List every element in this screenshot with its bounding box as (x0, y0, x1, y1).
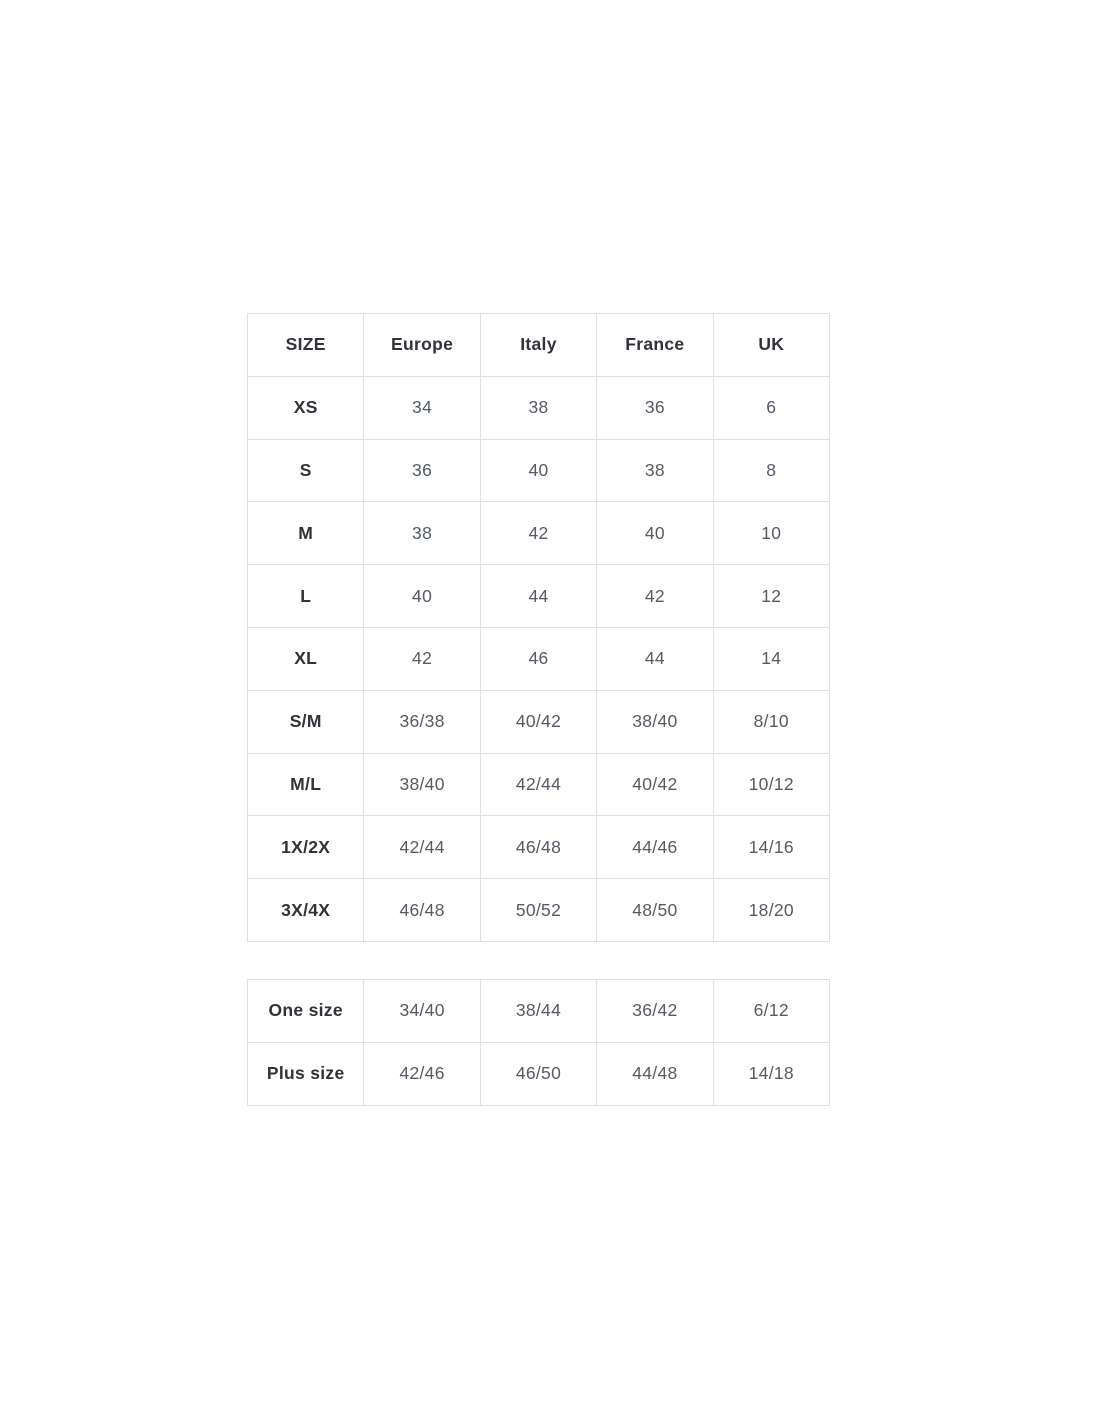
column-header-france: France (597, 314, 713, 377)
size-value-cell: 44/48 (597, 1042, 713, 1105)
special-sizes-section (247, 979, 830, 1106)
size-value-cell: 44 (480, 565, 596, 628)
size-value-cell: 36 (364, 439, 480, 502)
size-conversion-table-header (248, 314, 830, 377)
size-label-cell: 3X/4X (248, 879, 364, 942)
size-value-cell: 44/46 (597, 816, 713, 879)
size-value-cell: 34 (364, 376, 480, 439)
table-row (248, 690, 830, 753)
size-value-cell: 8/10 (713, 690, 829, 753)
size-chart-section (247, 313, 830, 1106)
special-sizes-table-body (248, 979, 830, 1105)
table-row (248, 816, 830, 879)
size-value-cell: 46/48 (364, 879, 480, 942)
table-row (248, 979, 830, 1042)
size-value-cell: 42/44 (480, 753, 596, 816)
size-value-cell: 36/38 (364, 690, 480, 753)
size-value-cell: 38 (480, 376, 596, 439)
size-value-cell: 14/16 (713, 816, 829, 879)
size-value-cell: 36 (597, 376, 713, 439)
size-label-cell: XL (248, 627, 364, 690)
column-header-uk: UK (713, 314, 829, 377)
size-label-cell: S (248, 439, 364, 502)
size-value-cell: 40 (364, 565, 480, 628)
header-row (248, 314, 830, 377)
size-value-cell: 48/50 (597, 879, 713, 942)
size-label-cell: Plus size (248, 1042, 364, 1105)
column-header-size: SIZE (248, 314, 364, 377)
table-row (248, 753, 830, 816)
size-value-cell: 18/20 (713, 879, 829, 942)
table-row (248, 1042, 830, 1105)
size-value-cell: 10/12 (713, 753, 829, 816)
size-value-cell: 38/40 (364, 753, 480, 816)
size-value-cell: 42 (364, 627, 480, 690)
size-value-cell: 14/18 (713, 1042, 829, 1105)
size-value-cell: 6 (713, 376, 829, 439)
size-value-cell: 36/42 (597, 979, 713, 1042)
size-value-cell: 46/50 (480, 1042, 596, 1105)
table-row (248, 502, 830, 565)
table-row (248, 879, 830, 942)
size-value-cell: 38/40 (597, 690, 713, 753)
size-value-cell: 38 (364, 502, 480, 565)
size-conversion-table-body (248, 376, 830, 941)
column-header-italy: Italy (480, 314, 596, 377)
table-row (248, 627, 830, 690)
table-row (248, 439, 830, 502)
size-conversion-table (247, 313, 830, 942)
size-label-cell: S/M (248, 690, 364, 753)
size-value-cell: 6/12 (713, 979, 829, 1042)
size-label-cell: M/L (248, 753, 364, 816)
size-value-cell: 38 (597, 439, 713, 502)
size-value-cell: 14 (713, 627, 829, 690)
size-value-cell: 42/46 (364, 1042, 480, 1105)
size-value-cell: 46 (480, 627, 596, 690)
size-value-cell: 40 (597, 502, 713, 565)
size-value-cell: 42/44 (364, 816, 480, 879)
size-value-cell: 42 (480, 502, 596, 565)
size-value-cell: 40/42 (597, 753, 713, 816)
size-label-cell: XS (248, 376, 364, 439)
size-value-cell: 38/44 (480, 979, 596, 1042)
size-value-cell: 44 (597, 627, 713, 690)
size-label-cell: L (248, 565, 364, 628)
column-header-europe: Europe (364, 314, 480, 377)
size-label-cell: M (248, 502, 364, 565)
size-label-cell: 1X/2X (248, 816, 364, 879)
table-row (248, 376, 830, 439)
size-value-cell: 42 (597, 565, 713, 628)
size-value-cell: 12 (713, 565, 829, 628)
size-value-cell: 34/40 (364, 979, 480, 1042)
size-value-cell: 40/42 (480, 690, 596, 753)
size-value-cell: 10 (713, 502, 829, 565)
special-sizes-table (247, 979, 830, 1106)
table-row (248, 565, 830, 628)
size-value-cell: 40 (480, 439, 596, 502)
size-label-cell: One size (248, 979, 364, 1042)
size-value-cell: 50/52 (480, 879, 596, 942)
size-value-cell: 46/48 (480, 816, 596, 879)
size-value-cell: 8 (713, 439, 829, 502)
